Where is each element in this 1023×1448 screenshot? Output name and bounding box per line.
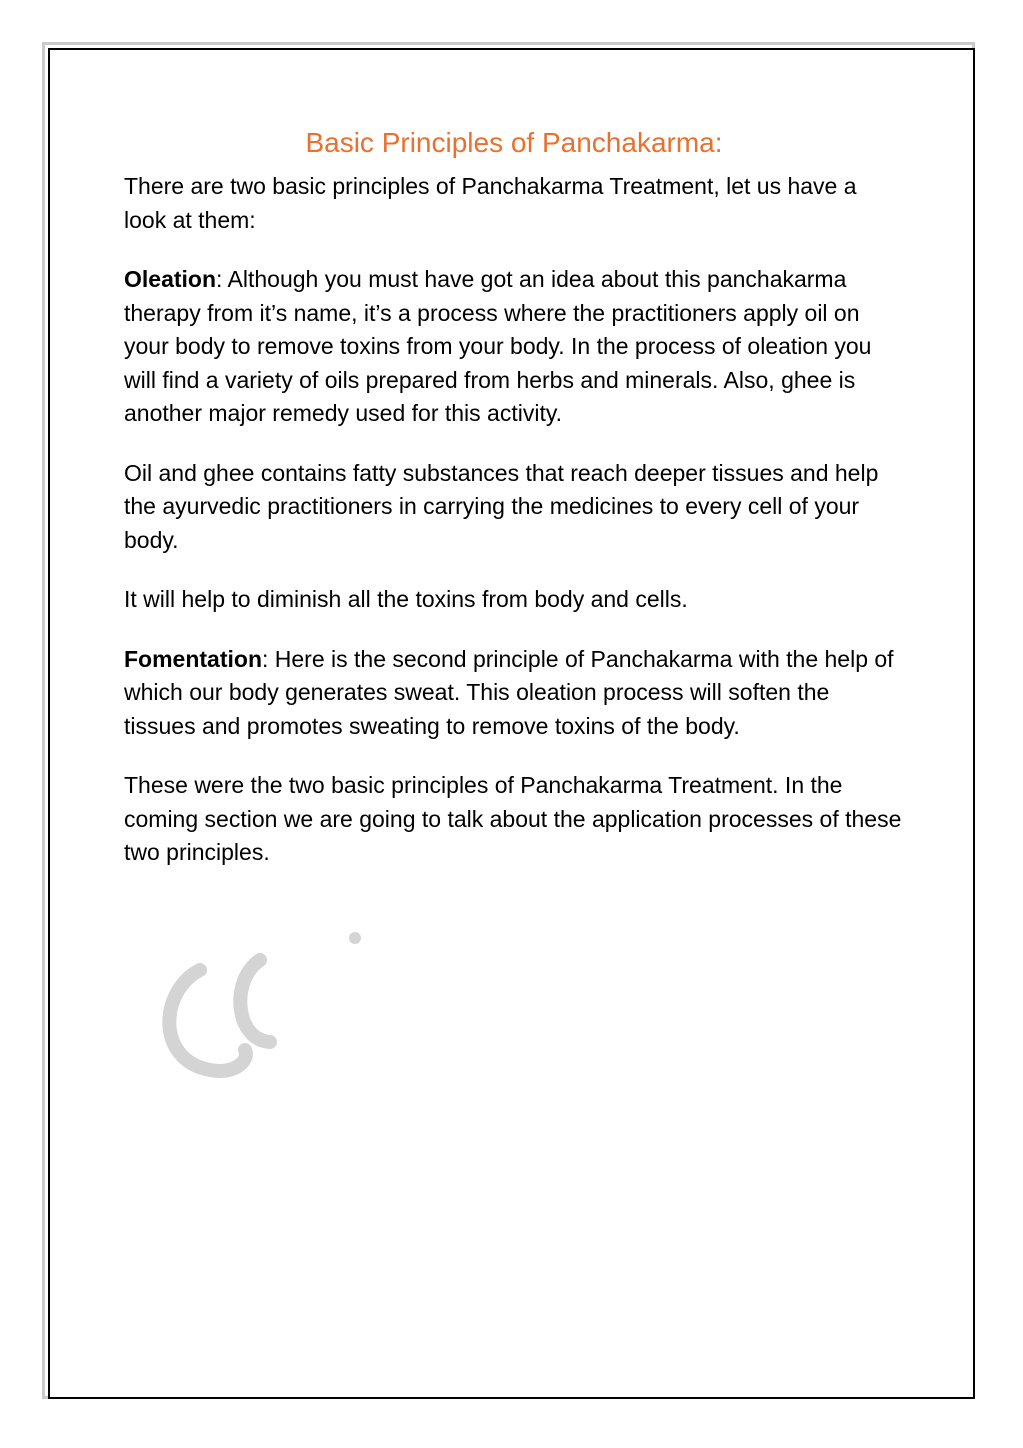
fomentation-term: Fomentation: [124, 645, 262, 672]
page-title: Basic Principles of Panchakarma:: [305, 127, 723, 158]
intro-paragraph: There are two basic principles of Panchakarma Treatment, let us have a look at them:: [124, 173, 857, 233]
oil-ghee-paragraph: Oil and ghee contains fatty substances that reach deeper tissues and help the ayurvedic practitioners in carrying the medicines to every cell of your body.: [124, 459, 879, 553]
document-body: [124, 125, 904, 896]
oleation-description: : Although you must have got an idea about this panchakarma therapy from it’s name, it’s a process where the practitioners apply oil on your body to remove toxins from your body. In the process of oleation you will find a variety of oils prepared from herbs and minerals. Also, ghee is another major remedy used for this activity.: [124, 266, 872, 426]
diminish-toxins-paragraph: It will help to diminish all the toxins from body and cells.: [124, 586, 688, 612]
oleation-paragraph: [124, 263, 904, 431]
conclusion-paragraph: These were the two basic principles of Panchakarma Treatment. In the coming section we are going to talk about the application processes of these two principles.: [124, 772, 902, 865]
fomentation-paragraph: [124, 643, 904, 744]
oleation-term: Oleation: [124, 266, 217, 292]
fomentation-description: : Here is the second principle of Panchakarma with the help of which our body generates sweat. This oleation process will soften the tissues and promotes sweating to remove toxins of the body.: [124, 645, 894, 739]
